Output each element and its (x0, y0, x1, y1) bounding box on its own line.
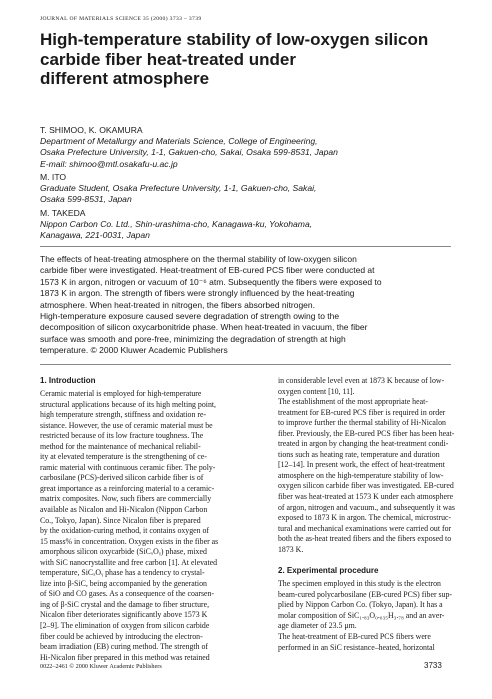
body-line: of SiO and CO gases. As a consequence of the coarsen- (40, 589, 215, 599)
body-line: ity at elevated temperature is the strengthening of ce- (40, 452, 207, 462)
author-block-2 (40, 172, 316, 206)
body-line: atmosphere on the high-temperature stability of low- (278, 470, 444, 480)
abstract-line: surface was smooth and pore-free, minimizing the degradation of strength at high (40, 333, 346, 344)
body-line: in considerable level even at 1873 K because of low- (278, 376, 445, 385)
body-line: 15 mass% in concentration. Oxygen exists in the fiber as (40, 536, 219, 546)
body-line: performed in an SiC resistance–heated, horizontal (278, 642, 435, 652)
abstract-line: 1873 K in argon. The strength of fibers were strongly influenced by the heat-treating (40, 288, 355, 299)
paper-title (40, 30, 470, 89)
body-line: structural applications because of its high melting point, (40, 399, 217, 409)
affiliation-line: Department of Metallurgy and Materials Science, College of Engineering, (40, 136, 318, 147)
body-line: carbosilane (PCS)-derived silicon carbide fiber is of (40, 473, 204, 483)
body-line: Nicalon fiber deteriorates significantly above 1573 K (40, 610, 208, 620)
title-line: different atmosphere (40, 69, 210, 88)
section-heading: 2. Experimental procedure (278, 566, 379, 576)
affiliation-line: Graduate Student, Osaka Prefecture University, 1-1, Gakuen-cho, Sakai, (40, 183, 317, 194)
footer-copyright: 0022–2461 © 2000 Kluwer Academic Publishers (40, 663, 162, 670)
affiliation-line: Nippon Carbon Co. Ltd., Shin-urashima-cho, Kanagawa-ku, Yokohama, (40, 219, 313, 230)
body-line: ing of β-SiC crystal and the damage to fiber structure, (40, 599, 210, 609)
body-line: by the oxidation-curing method, it contains oxygen of (40, 526, 210, 536)
body-line: to improve further the thermal stability of Hi-Nicalon (278, 418, 446, 428)
author-names: T. SHIMOO, K. OKAMURA (40, 125, 143, 135)
body-line: amorphous silicon oxycarbide (SiCₓOᵧ) phase, mixed (40, 547, 207, 557)
abstract-line: 1573 K in argon, nitrogen or vacuum of 10⁻⁶ atm. Subsequently the fibers were exposed to (40, 276, 382, 287)
affiliation-line: Kanagawa, 221-0031, Japan (40, 230, 150, 241)
body-line: fiber could be achieved by introducing the electron- (40, 631, 203, 641)
body-line: exposed to 1873 K in argon. The chemical, microstruc- (278, 513, 452, 523)
body-line: lize into β-SiC, being accompanied by the generation (40, 578, 207, 588)
body-line: Co., Tokyo, Japan). Since Nicalon fiber is prepared (40, 515, 201, 525)
body-line: with SiC nanocrystallite and free carbon [1]. At elevated (40, 557, 218, 567)
journal-header: JOURNAL OF MATERIALS SCIENCE 35 (2000) 3733 – 3739 (40, 16, 202, 22)
top-divider (40, 246, 451, 247)
body-line: matrix composites. Now, such fibers are commercially (40, 494, 212, 504)
abstract-line: carbide fiber were investigated. Heat-treatment of EB-cured PCS fiber were conducted at (40, 265, 375, 276)
body-line: tions such as heating rate, temperature and duration (278, 449, 440, 459)
abstract-line: High-temperature exposure caused severe degradation of strength owing to the (40, 311, 340, 322)
body-line: sistance. However, the use of ceramic material must be (40, 420, 213, 430)
abstract (40, 254, 460, 357)
section-gap (278, 555, 478, 566)
body-line: plied by Nippon Carbon Co. (Tokyo, Japan). It has a (278, 600, 443, 610)
abstract-line: decomposition of silicon oxycarbonitride phase. When heat-treated in vacuum, the fiber (40, 322, 368, 333)
body-line: [2–9]. The elimination of oxygen from silicon carbide (40, 621, 210, 631)
body-column-right (278, 376, 478, 653)
body-line: treatment for EB-cured PCS fiber is required in order (278, 407, 446, 417)
abstract-line: atmosphere. When heat-treated in nitrogen, the fibers absorbed nitrogen. (40, 299, 316, 310)
title-line: carbide fiber heat-treated under (40, 49, 297, 69)
body-line: molar composition of SiC₁.₈₃O₀.₀₃₅H₃.₇₈ and an aver- (278, 610, 445, 620)
body-line: available as Nicalon and Hi-Nicalon (Nippon Carbon (40, 505, 208, 515)
body-line: method for the maintenance of mechanical reliabil- (40, 441, 201, 451)
body-line: treated in argon by changing the heat-treatment condi- (278, 439, 449, 449)
body-line: high temperature strength, stiffness and oxidation re- (40, 410, 207, 420)
author-names: M. ITO (40, 172, 67, 182)
body-line: temperature, SiCₓOᵧ phase has a tendency to crystal- (40, 568, 205, 578)
affiliation-line: Osaka Prefecture University, 1-1, Gakuen-cho, Sakai, Osaka 599-8531, Japan (40, 147, 338, 158)
author-block-1 (40, 125, 338, 170)
page-number: 3733 (424, 661, 442, 670)
body-line: The heat-treatment of EB-cured PCS fibers were (278, 632, 431, 642)
body-line: beam-cured polycarbosilane (EB-cured PCS) fiber sup- (278, 589, 453, 599)
body-line: both the as-heat treated fibers and the fibers exposed to (278, 534, 452, 544)
affiliation-line: Osaka 599-8531, Japan (40, 194, 132, 205)
body-line: Hi-Nicalon fiber prepared in this method was retained (40, 652, 210, 662)
body-line: tural and mechanical examinations were carried out for (278, 523, 452, 533)
body-line: The establishment of the most appropriate heat- (278, 397, 428, 407)
body-line: oxygen silicon carbide fiber was investigated. EB-cured (278, 481, 454, 491)
abstract-divider (40, 364, 451, 365)
abstract-line: temperature. © 2000 Kluwer Academic Publishers (40, 345, 228, 356)
author-names: M. TAKEDA (40, 208, 86, 218)
body-line: oxygen content [10, 11]. (278, 386, 355, 396)
body-line: beam irradiation (EB) curing method. The strength of (40, 642, 209, 652)
body-line: The specimen employed in this study is the electron (278, 579, 441, 589)
title-line: High-temperature stability of low-oxygen silicon (40, 30, 429, 49)
body-line: Ceramic material is employed for high-temperature (40, 389, 202, 398)
body-line: ramic material with continuous ceramic fiber. The poly- (40, 462, 216, 472)
body-line: of argon, nitrogen and vacuum., and subsequently it was (278, 502, 455, 512)
body-line: restricted because of its low fracture toughness. The (40, 431, 204, 441)
body-column-left (40, 376, 240, 663)
abstract-line: The effects of heat-treating atmosphere on the thermal stability of low-oxygen silicon (40, 254, 357, 264)
body-line: 1873 K. (278, 544, 304, 554)
section-heading: 1. Introduction (40, 376, 96, 385)
author-email: E-mail: shimoo@mtl.osakafu-u.ac.jp (40, 158, 178, 169)
body-line: [12–14]. In present work, the effect of heat-treatment (278, 460, 445, 470)
body-line: age diameter of 23.5 μm. (278, 621, 357, 631)
body-line: fiber. Previously, the EB-cured PCS fiber has been heat- (278, 428, 455, 438)
body-line: fiber was heat-treated at 1573 K under each atmosphere (278, 492, 454, 502)
author-block-3 (40, 208, 312, 242)
body-line: great importance as a reinforcing material to a ceramic- (40, 483, 215, 493)
